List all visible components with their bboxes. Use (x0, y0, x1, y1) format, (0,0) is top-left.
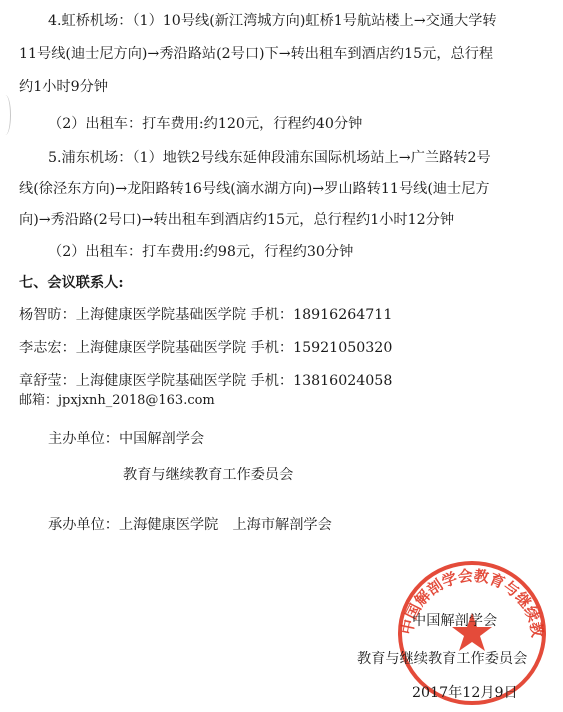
contact-person-2: 李志宏：上海健康医学院基础医学院 手机：15921050320 (19, 340, 393, 356)
hongqiao-metro-line-3: 约1小时9分钟 (19, 79, 108, 95)
signature-date: 2017年12月9日 (412, 685, 518, 701)
host-unit-line: 主办单位：中国解剖学会 (48, 431, 205, 447)
contacts-heading: 七、会议联系人: (19, 275, 124, 291)
page-edge-mark (0, 95, 11, 135)
pudong-metro-line-2: 线(徐泾东方向)→龙阳路转16号线(滴水湖方向)→罗山路转11号线(迪士尼方 (19, 181, 490, 197)
hongqiao-taxi-line: （2）出租车：打车费用:约120元，行程约40分钟 (48, 116, 363, 132)
pudong-taxi-line: （2）出租车：打车费用:约98元，行程约30分钟 (48, 244, 354, 260)
pudong-metro-line-1: 5.浦东机场：（1）地铁2号线东延伸段浦东国际机场站上→广兰路转2号 (48, 150, 491, 166)
hongqiao-metro-line-1: 4.虹桥机场：（1）10号线(新江湾城方向)虹桥1号航站楼上→交通大学转 (48, 13, 497, 29)
contact-email: 邮箱：jpxjxnh_2018@163.com (19, 393, 215, 408)
signature-committee: 教育与继续教育工作委员会 (357, 651, 528, 667)
contact-person-3: 章舒莹：上海健康医学院基础医学院 手机：13816024058 (19, 373, 393, 389)
svg-text:中国解剖学会教育与继续教育工作委员会: 中国解剖学会教育与继续教 (397, 566, 547, 639)
pudong-metro-line-3: 向)→秀沿路(2号口)→转出租车到酒店约15元，总行程约1小时12分钟 (19, 212, 455, 228)
organizer-unit-line: 承办单位：上海健康医学院 上海市解剖学会 (48, 517, 332, 533)
signature-org: 中国解剖学会 (412, 613, 498, 629)
contact-person-1: 杨智昉：上海健康医学院基础医学院 手机：18916264711 (19, 307, 393, 323)
hongqiao-metro-line-2: 11号线(迪士尼方向)→秀沿路站(2号口)下→转出租车到酒店约15元，总行程 (19, 46, 494, 62)
host-unit-committee: 教育与继续教育工作委员会 (123, 467, 294, 483)
